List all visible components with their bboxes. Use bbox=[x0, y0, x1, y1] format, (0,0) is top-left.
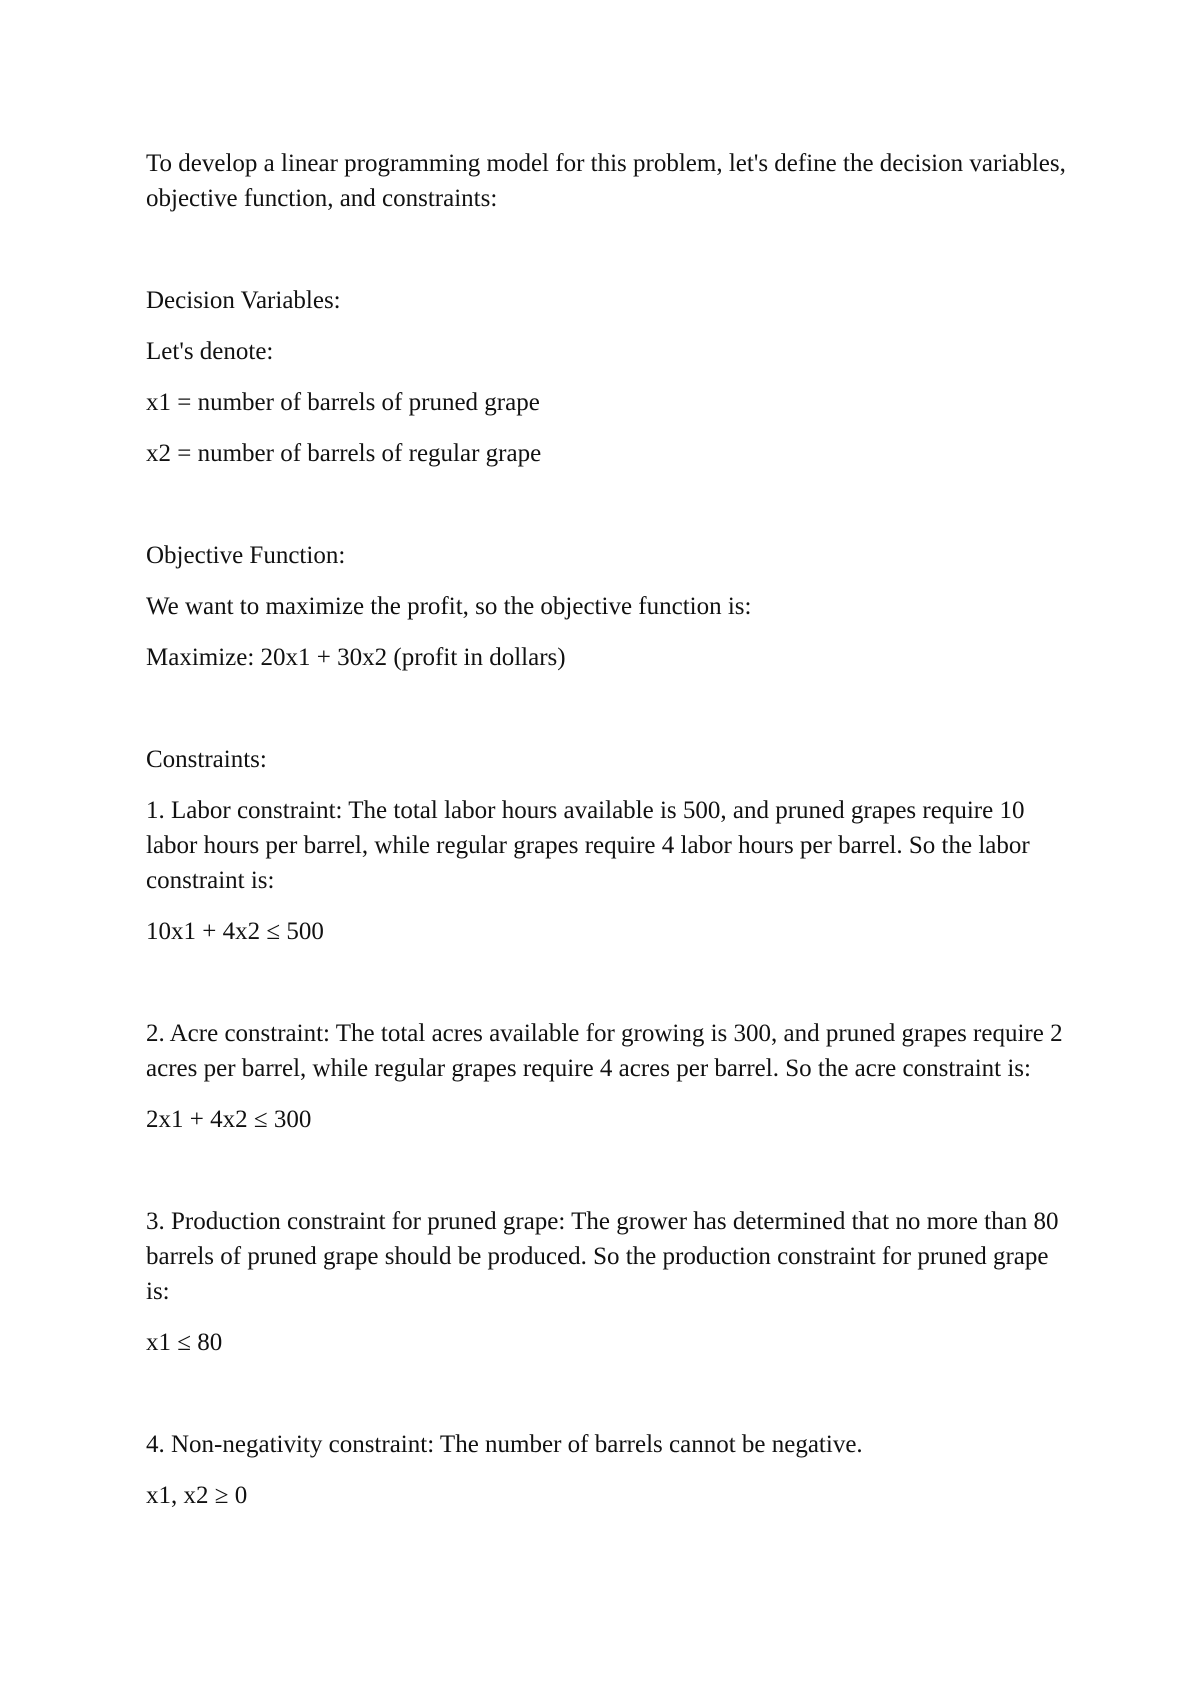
decision-variables-heading: Decision Variables: bbox=[146, 287, 341, 314]
constraints-heading: Constraints: bbox=[146, 746, 267, 773]
labor-constraint-text: 1. Labor constraint: The total labor hours available is 500, and pruned grapes require 10 labor hours per barrel, while regular grapes require 4 labor hours per barrel. So the labor constraint is: bbox=[146, 797, 1030, 894]
objective-text: We want to maximize the profit, so the objective function is: bbox=[146, 593, 752, 620]
labor-constraint-formula: 10x1 + 4x2 ≤ 500 bbox=[146, 918, 324, 945]
intro-paragraph: To develop a linear programming model for this problem, let's define the decision variables, objective function, and constraints: bbox=[146, 150, 1066, 212]
acre-constraint-formula: 2x1 + 4x2 ≤ 300 bbox=[146, 1106, 312, 1133]
x1-definition: x1 = number of barrels of pruned grape bbox=[146, 389, 540, 416]
nonnegativity-constraint-text: 4. Non-negativity constraint: The number of barrels cannot be negative. bbox=[146, 1431, 863, 1458]
acre-constraint-text: 2. Acre constraint: The total acres available for growing is 300, and pruned grapes require 2 acres per barrel, while regular grapes require 4 acres per barrel. So the acre constraint is: bbox=[146, 1020, 1063, 1082]
denote-line: Let's denote: bbox=[146, 338, 274, 365]
document-body bbox=[146, 146, 1076, 1513]
production-constraint-text: 3. Production constraint for pruned grape: The grower has determined that no more than 80 barrels of pruned grape should be produced. So the production constraint for pruned grape is: bbox=[146, 1208, 1059, 1305]
nonnegativity-constraint-formula: x1, x2 ≥ 0 bbox=[146, 1482, 248, 1509]
objective-heading: Objective Function: bbox=[146, 542, 346, 569]
production-constraint-formula: x1 ≤ 80 bbox=[146, 1329, 223, 1356]
x2-definition: x2 = number of barrels of regular grape bbox=[146, 440, 542, 467]
objective-formula: Maximize: 20x1 + 30x2 (profit in dollars) bbox=[146, 644, 566, 671]
